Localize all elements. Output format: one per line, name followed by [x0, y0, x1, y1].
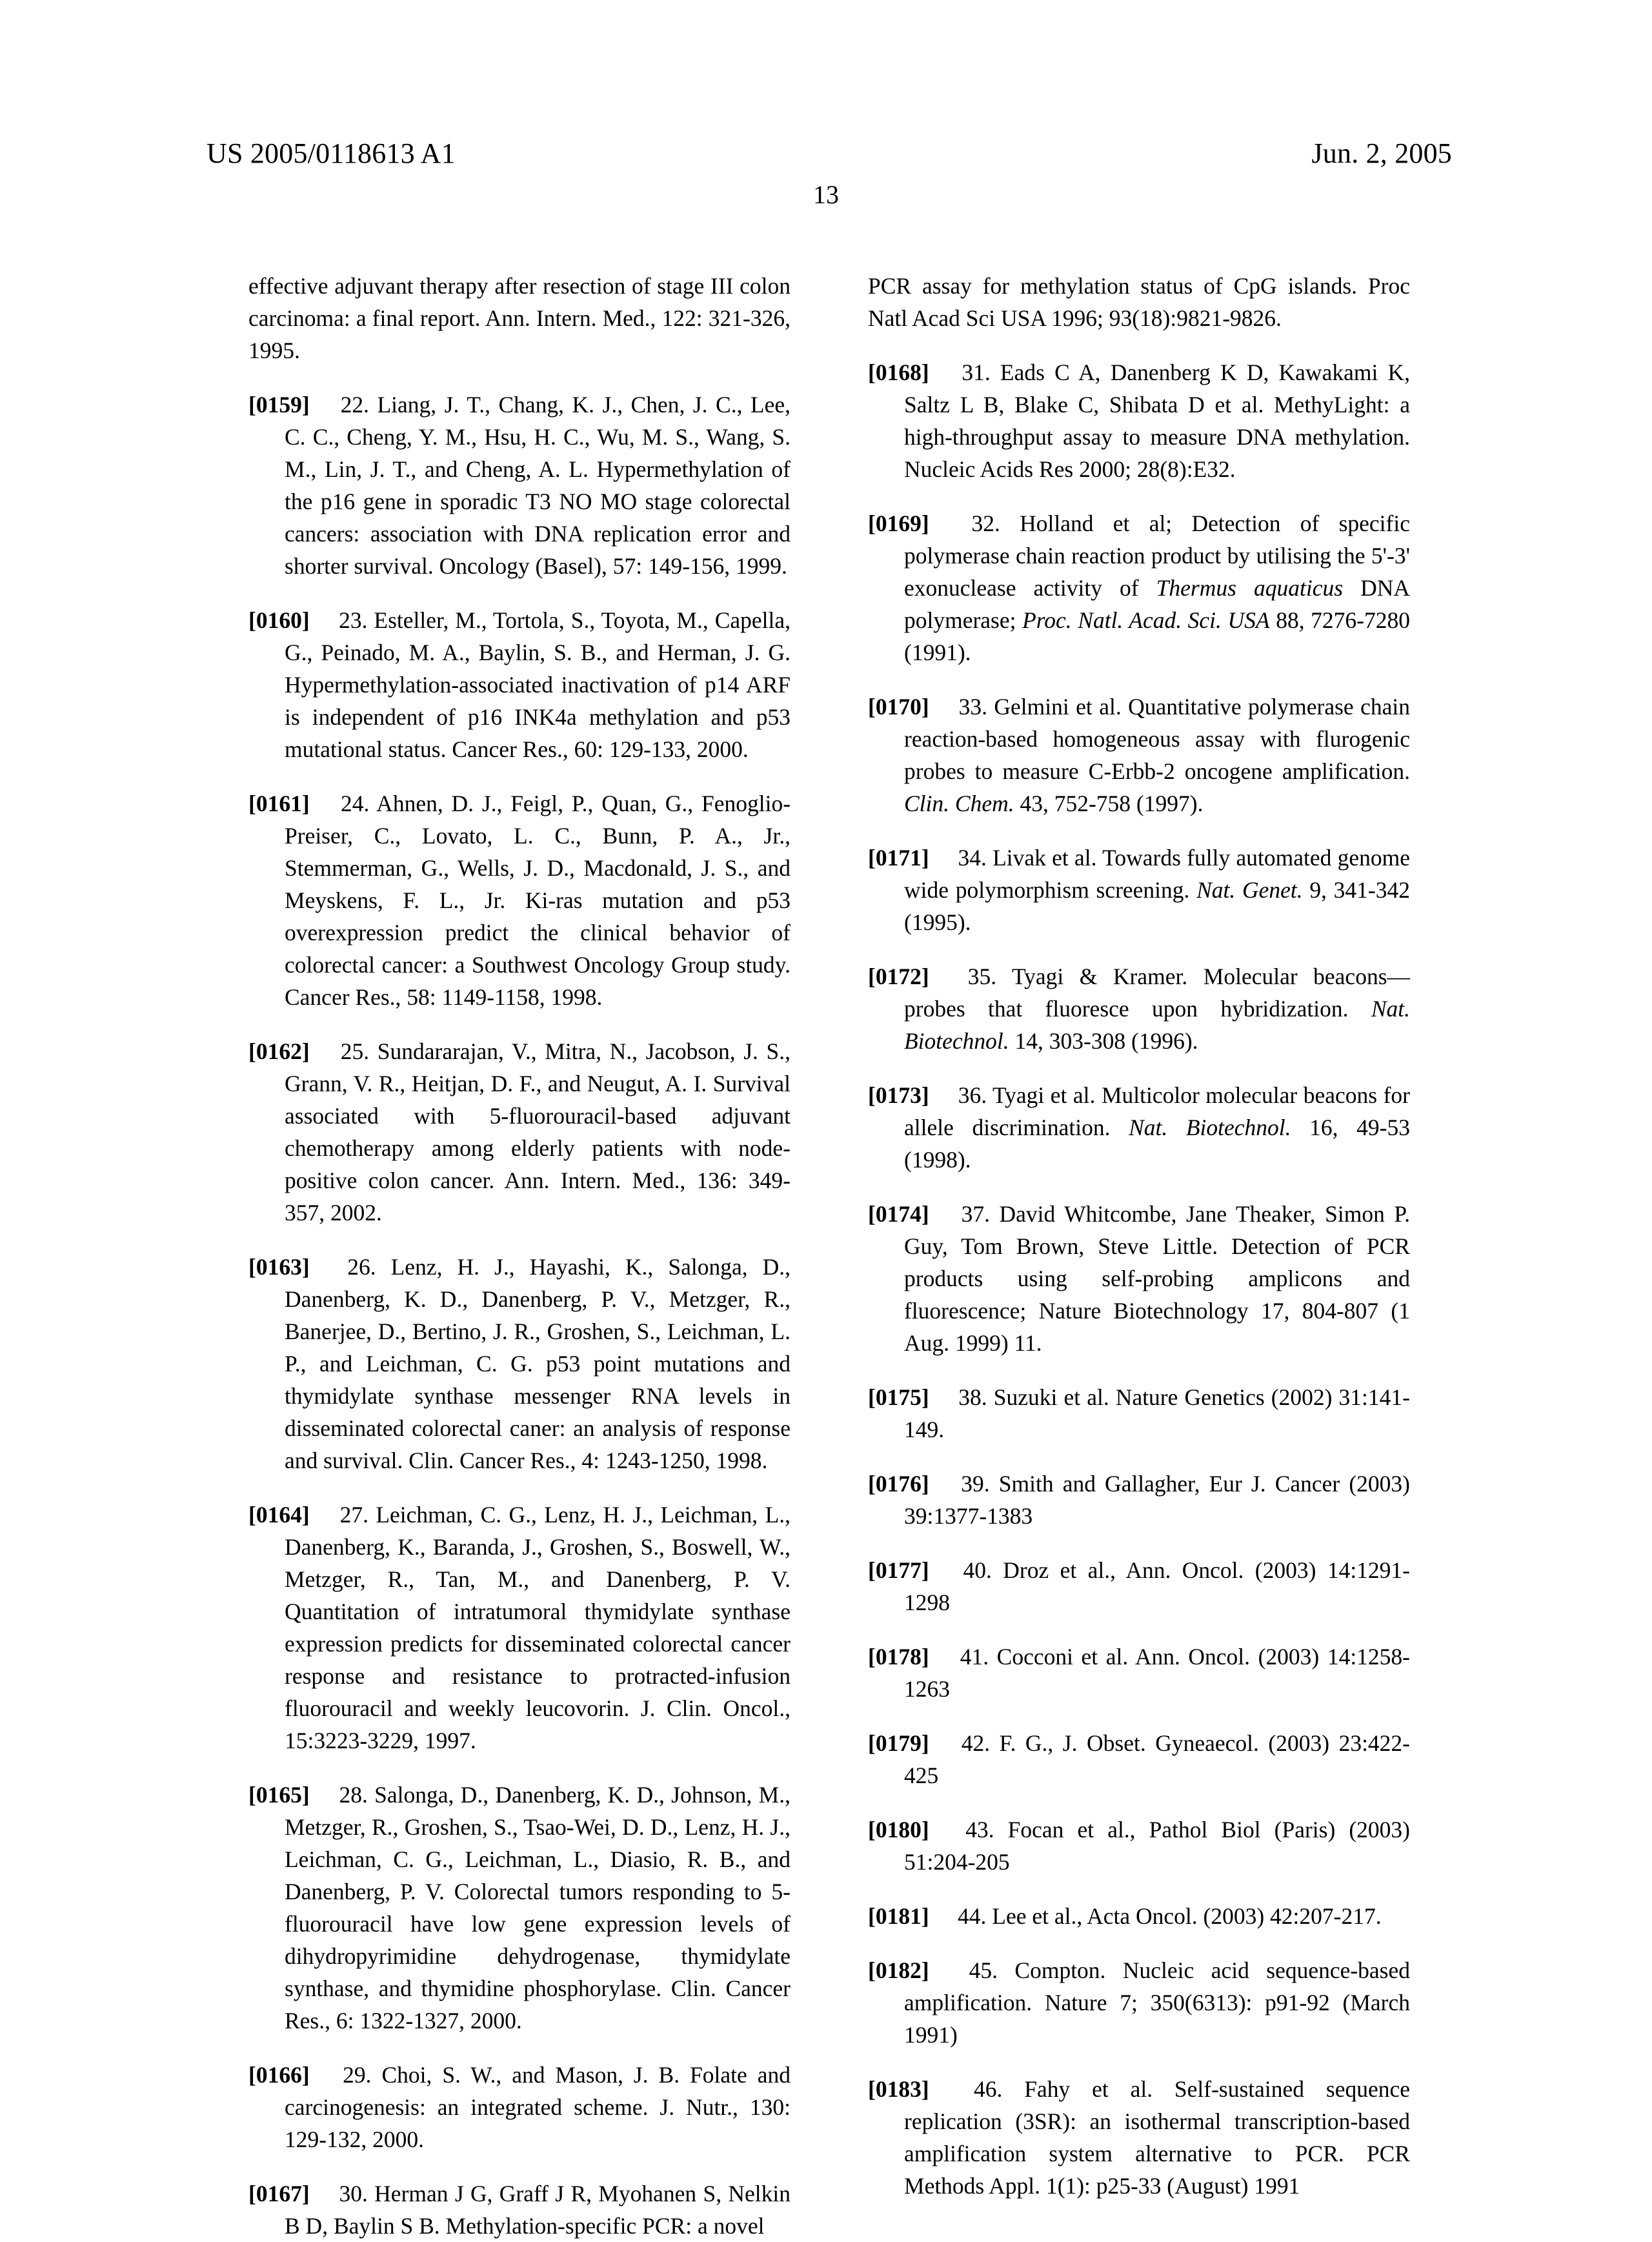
reference-text-run: 43, 752-758 (1997). [1014, 791, 1204, 816]
tag-spacer [929, 1082, 958, 1108]
paragraph-number: [0170] [868, 694, 929, 720]
paragraph-number: [0166] [248, 2062, 310, 2088]
reference-paragraph [868, 507, 1410, 669]
paragraph-number: [0181] [868, 1903, 929, 1929]
paragraph-number: [0175] [868, 1384, 929, 1410]
reference-text-run: 34. Livak et al. Towards fully automated genome wide polymorphism screening. [904, 845, 1411, 903]
reference-text: 26. Lenz, H. J., Hayashi, K., Salonga, D., Danenberg, K. D., Danenberg, P. V., Metzger, R., Banerjee, D., Bertino, J. R., Groshen, S., Leichman, L. P., and Leichman, C. G. p53 point mutations and thymidylate synthase messenger RNA levels in disseminated colorectal caner: an analysis of response and survival. Clin. Cancer Res., 4: 1243-1250, 1998. [285, 1254, 791, 1473]
tag-spacer [310, 1502, 340, 1528]
publication-number: US 2005/0118613 A1 [206, 137, 456, 169]
reference-text-run: 33. Gelmini et al. Quantitative polymerase chain reaction-based homogeneous assay with flurogenic probes to measure C-Erbb-2 oncogene amplification. [904, 694, 1410, 784]
reference-paragraph [248, 389, 791, 582]
reference-paragraph [248, 1499, 791, 1757]
tag-spacer [310, 607, 339, 633]
reference-paragraph [868, 2073, 1410, 2202]
paragraph-number: [0177] [868, 1557, 929, 1583]
paragraph-number: [0179] [868, 1730, 929, 1756]
tag-spacer [310, 1782, 339, 1808]
reference-text [904, 964, 1410, 1054]
tag-spacer [929, 2076, 974, 2102]
reference-paragraph [868, 1727, 1410, 1792]
paragraph-number: [0162] [248, 1038, 310, 1064]
tag-spacer [929, 1817, 966, 1843]
continued-paragraph [868, 270, 1410, 334]
tag-spacer [929, 1957, 969, 1983]
reference-text: 28. Salonga, D., Danenberg, K. D., Johnson, M., Metzger, R., Groshen, S., Tsao-Wei, D. D., Lenz, H. J., Leichman, C. G., Leichman, L., Diasio, R. B., and Danenberg, P. V. Colorectal tumors responding to 5-fluorouracil have low gene expression levels of dihydropyrimidine dehydrogenase, thymidylate synthase, and thymidine phosphorylase. Clin. Cancer Res., 6: 1322-1327, 2000. [285, 1782, 791, 2034]
reference-text [904, 510, 1410, 665]
reference-text: 23. Esteller, M., Tortola, S., Toyota, M., Capella, G., Peinado, M. A., Baylin, S. B., and Herman, J. G. Hypermethylation-associated inactivation of p14 ARF is independent of p16 INK4a methylation and p53 mutational status. Cancer Res., 60: 129-133, 2000. [285, 607, 791, 762]
paragraph-number: [0182] [868, 1957, 929, 1983]
paragraph-number: [0173] [868, 1082, 929, 1108]
publication-date: Jun. 2, 2005 [1311, 137, 1452, 169]
paragraph-number: [0180] [868, 1817, 929, 1843]
tag-spacer [929, 964, 968, 989]
reference-text-run: 16, 49-53 (1998). [904, 1115, 1410, 1173]
paragraph-number: [0160] [248, 607, 310, 633]
paragraph-number: [0178] [868, 1644, 929, 1670]
paragraph-number: [0167] [248, 2181, 310, 2207]
tag-spacer [929, 1557, 963, 1583]
journal-title-italic: Nat. Genet. [1196, 877, 1303, 903]
reference-text: 45. Compton. Nucleic acid sequence-based amplification. Nature 7; 350(6313): p91-92 (March 1991) [904, 1957, 1410, 2048]
tag-spacer [929, 359, 962, 385]
tag-spacer [929, 845, 958, 871]
tag-spacer [310, 2181, 339, 2207]
reference-text: 22. Liang, J. T., Chang, K. J., Chen, J. C., Lee, C. C., Cheng, Y. M., Hsu, H. C., Wu, M. S., Wang, S. M., Lin, J. T., and Cheng, A. L. Hypermethylation of the p16 gene in sporadic T3 NO MO stage colorectal cancers: association with DNA replication error and shorter survival. Oncology (Basel), 57: 149-156, 1999. [285, 392, 791, 579]
journal-title-italic: Thermus aquaticus [1156, 575, 1344, 601]
reference-text: 44. Lee et al., Acta Oncol. (2003) 42:207-217. [958, 1903, 1382, 1929]
reference-paragraph [868, 356, 1410, 485]
tag-spacer [310, 1038, 341, 1064]
reference-text-run: 35. Tyagi & Kramer. Molecular beacons—probes that fluoresce upon hybridization. [904, 964, 1411, 1022]
reference-text [904, 1082, 1410, 1173]
reference-paragraph [248, 1779, 791, 2037]
reference-text: 40. Droz et al., Ann. Oncol. (2003) 14:1291-1298 [904, 1557, 1410, 1615]
paragraph-number: [0164] [248, 1502, 310, 1528]
reference-text-run: 32. Holland et al; Detection of specific polymerase chain reaction product by utilising the 5'-3' exonuclease activity of [904, 510, 1410, 601]
journal-title-italic: Nat. Biotechnol. [1129, 1115, 1291, 1140]
reference-text-run: 36. Tyagi et al. Multicolor molecular beacons for allele discrimination. [904, 1082, 1411, 1140]
journal-title-italic: Proc. Natl. Acad. Sci. USA [1022, 607, 1270, 633]
left-column [248, 270, 791, 2239]
reference-text: 39. Smith and Gallagher, Eur J. Cancer (2003) 39:1377-1383 [904, 1471, 1410, 1529]
journal-title-italic: Clin. Chem. [904, 791, 1014, 816]
reference-text-run: DNA polymerase; [904, 575, 1410, 633]
reference-text [904, 694, 1410, 816]
reference-text: 30. Herman J G, Graff J R, Myohanen S, Nelkin B D, Baylin S B. Methylation-specific PCR: a novel [285, 2181, 791, 2239]
reference-paragraph [248, 2059, 791, 2156]
tag-spacer [310, 392, 341, 418]
reference-paragraph [868, 1468, 1410, 1532]
body-columns [248, 270, 1411, 2239]
reference-paragraph [248, 1035, 791, 1229]
running-head [206, 137, 1452, 170]
paragraph-number: [0161] [248, 791, 310, 816]
page-number: 13 [813, 180, 839, 209]
reference-paragraph [868, 1554, 1410, 1619]
reference-text: 46. Fahy et al. Self-sustained sequence replication (3SR): an isothermal transcription-based amplification system alternative to PCR. PCR Methods Appl. 1(1): p25-33 (August) 1991 [904, 2076, 1410, 2199]
tag-spacer [929, 1730, 962, 1756]
tag-spacer [310, 1254, 348, 1280]
reference-text-run: 14, 303-308 (1996). [1009, 1028, 1198, 1054]
reference-text: 29. Choi, S. W., and Mason, J. B. Folate and carcinogenesis: an integrated scheme. J. Nutr., 130: 129-132, 2000. [285, 2062, 791, 2152]
paragraph-number: [0172] [868, 964, 929, 989]
reference-paragraph [248, 604, 791, 765]
tag-spacer [929, 1644, 960, 1670]
reference-text: 43. Focan et al., Pathol Biol (Paris) (2003) 51:204-205 [904, 1817, 1411, 1875]
reference-text: 37. David Whitcombe, Jane Theaker, Simon P. Guy, Tom Brown, Steve Little. Detection of PCR products using self-probing amplicons and fluorescence; Nature Biotechnology 17, 804-807 (1 Aug. 1999) 11. [904, 1201, 1411, 1356]
paragraph-number: [0165] [248, 1782, 310, 1808]
journal-title-italic: Nat. Biotechnol. [904, 996, 1410, 1054]
reference-paragraph [868, 1900, 1410, 1932]
paragraph-number: [0168] [868, 359, 929, 385]
tag-spacer [929, 1471, 962, 1497]
paragraph-number: [0159] [248, 392, 310, 418]
reference-paragraph [248, 1251, 791, 1477]
reference-paragraph [868, 1954, 1410, 2051]
reference-paragraph [868, 960, 1410, 1057]
reference-text: 27. Leichman, C. G., Lenz, H. J., Leichman, L., Danenberg, K., Baranda, J., Groshen, S., Boswell, W., Metzger, R., Tan, M., and Danenberg, P. V. Quantitation of intratumoral thymidylate synthase expression predicts for disseminated colorectal cancer response and resistance to protracted-infusion fluorouracil and weekly leucovorin. J. Clin. Oncol., 15:3223-3229, 1997. [285, 1502, 791, 1753]
tag-spacer [929, 694, 959, 720]
continued-paragraph [248, 270, 791, 367]
reference-paragraph [868, 1641, 1410, 1705]
reference-text: 24. Ahnen, D. J., Feigl, P., Quan, G., Fenoglio-Preiser, C., Lovato, L. C., Bunn, P. A., Jr., Stemmerman, G., Wells, J. D., Macdonald, J. S., and Meyskens, F. L., Jr. Ki-ras mutation and p53 overexpression predict the clinical behavior of colorectal cancer: a Southwest Oncology Group study. Cancer Res., 58: 1149-1158, 1998. [285, 791, 791, 1010]
reference-paragraph [248, 2177, 791, 2242]
tag-spacer [310, 791, 341, 816]
reference-text: 31. Eads C A, Danenberg K D, Kawakami K, Saltz L B, Blake C, Shibata D et al. MethyLight: a high-throughput assay to measure DNA methylation. Nucleic Acids Res 2000; 28(8):E32. [904, 359, 1411, 482]
tag-spacer [929, 1201, 962, 1227]
paragraph-number: [0174] [868, 1201, 929, 1227]
reference-text: 25. Sundararajan, V., Mitra, N., Jacobson, J. S., Grann, V. R., Heitjan, D. F., and Neugut, A. I. Survival associated with 5-fluorouracil-based adjuvant chemotherapy among elderly patients with node-positive colon cancer. Ann. Intern. Med., 136: 349-357, 2002. [285, 1038, 791, 1226]
paragraph-number: [0169] [868, 510, 929, 536]
reference-paragraph [868, 691, 1410, 820]
tag-spacer [929, 1903, 958, 1929]
reference-text: PCR assay for methylation status of CpG islands. Proc Natl Acad Sci USA 1996; 93(18):9821-9826. [868, 273, 1410, 331]
reference-paragraph [868, 1079, 1410, 1176]
reference-paragraph [248, 787, 791, 1013]
reference-text [904, 845, 1410, 935]
reference-text: 42. F. G., J. Obset. Gyneaecol. (2003) 23:422-425 [904, 1730, 1411, 1788]
tag-spacer [310, 2062, 343, 2088]
reference-text: 38. Suzuki et al. Nature Genetics (2002) 31:141-149. [904, 1384, 1410, 1442]
paragraph-number: [0163] [248, 1254, 310, 1280]
right-column [868, 270, 1411, 2199]
tag-spacer [929, 510, 972, 536]
paragraph-number: [0183] [868, 2076, 929, 2102]
reference-paragraph [868, 1381, 1410, 1446]
reference-paragraph [868, 1813, 1410, 1878]
reference-paragraph [868, 1198, 1410, 1359]
reference-text-run: 9, 341-342 (1995). [904, 877, 1410, 935]
reference-text: 41. Cocconi et al. Ann. Oncol. (2003) 14:1258-1263 [904, 1644, 1411, 1702]
reference-text-run: 88, 7276-7280 (1991). [904, 607, 1411, 665]
reference-text: effective adjuvant therapy after resection of stage III colon carcinoma: a final report. Ann. Intern. Med., 122: 321-326, 1995. [248, 273, 791, 363]
reference-paragraph [868, 842, 1410, 938]
tag-spacer [929, 1384, 959, 1410]
paragraph-number: [0171] [868, 845, 929, 871]
paragraph-number: [0176] [868, 1471, 929, 1497]
